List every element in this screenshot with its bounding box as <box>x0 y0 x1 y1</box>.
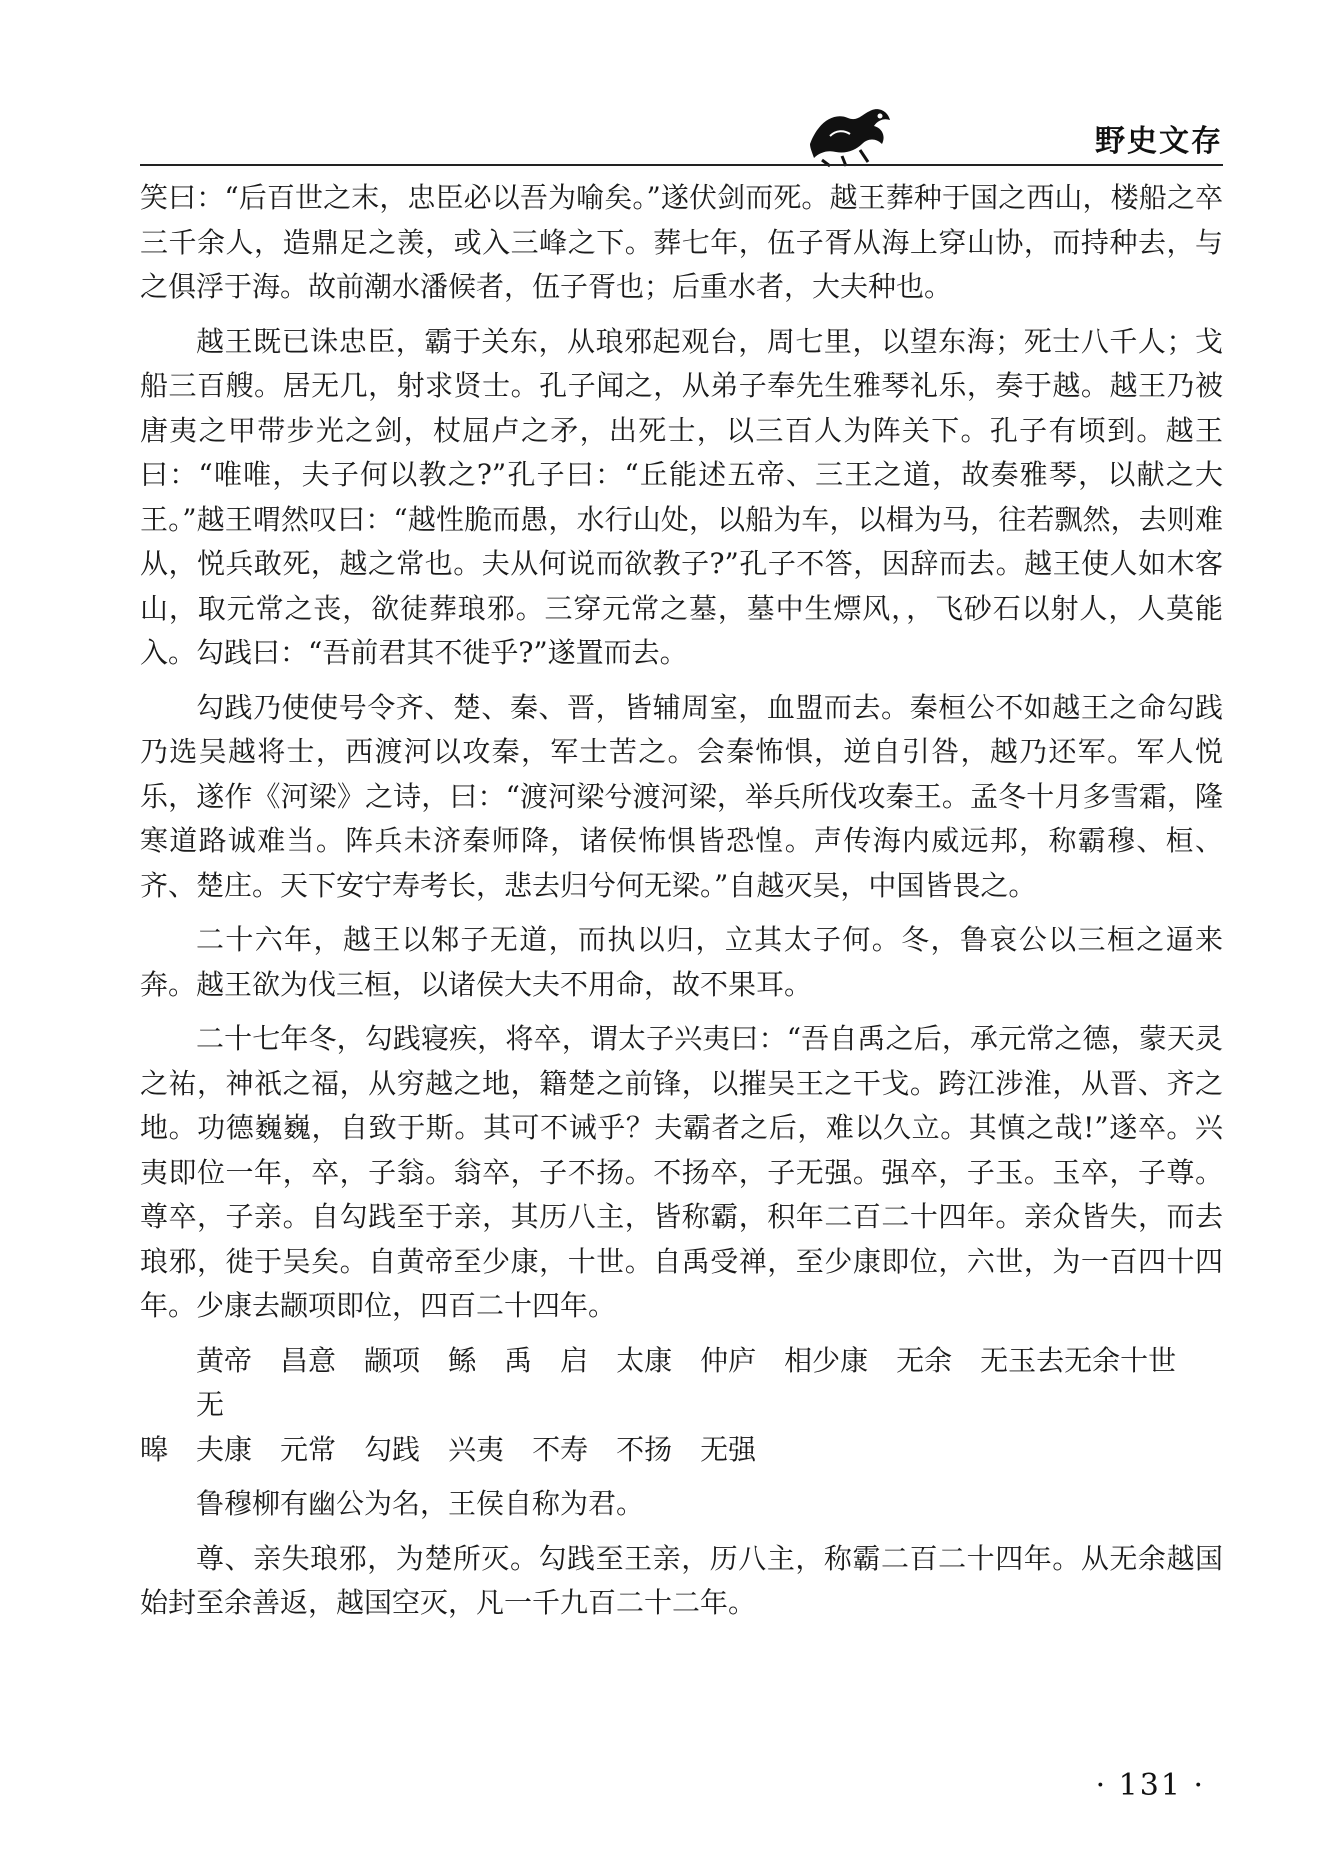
genealogy-name: 兴夷 <box>448 1432 505 1466</box>
genealogy-name: 鲧 <box>448 1343 477 1377</box>
running-title: 野史文存 <box>1095 124 1223 159</box>
genealogy-name: 黄帝 <box>196 1343 253 1377</box>
genealogy-name: 不扬 <box>616 1432 673 1466</box>
genealogy-name: 无玉去无余十世 <box>980 1343 1177 1377</box>
genealogy-list <box>140 1339 1223 1473</box>
genealogy-name: 颛项 <box>364 1343 421 1377</box>
paragraph: 鲁穆柳有幽公为名，王侯自称为君。 <box>196 1487 645 1520</box>
dragon-emblem-icon <box>800 92 900 168</box>
page-body <box>140 176 1223 1636</box>
genealogy-name: 勾践 <box>364 1432 421 1466</box>
genealogy-name: 启 <box>560 1343 589 1377</box>
genealogy-name: 无 <box>196 1388 225 1421</box>
genealogy-name: 无强 <box>700 1432 757 1466</box>
paragraph: 笑曰：“后百世之末，忠臣必以吾为喻矣。”遂伏剑而死。越王葬种于国之西山，楼船之卒三千余人，造鼎足之羡，或入三峰之下。葬七年，伍子胥从海上穿山协，而持种去，与之俱浮于海。故前潮水潘候者，伍子胥也；后重水者，大夫种也。 <box>140 181 1223 303</box>
genealogy-name: 禹 <box>504 1343 533 1377</box>
genealogy-name: 元常 <box>280 1432 337 1466</box>
paragraph: 勾践乃使使号令齐、楚、秦、晋，皆辅周室，血盟而去。秦桓公不如越王之命勾践乃选吴越将士，西渡河以攻秦，军士苦之。会秦怖惧，逆自引咎，越乃还军。军人悦乐，遂作《河梁》之诗，曰：“渡河梁兮渡河梁，举兵所伐攻秦王。孟冬十月多雪霜，隆寒道路诚难当。阵兵未济秦师降，诸侯怖惧皆恐惶。声传海内威远邦，称霸穆、桓、齐、楚庄。天下安宁寿考长，悲去归兮何无梁。”自越灭吴，中国皆畏之。 <box>140 690 1223 902</box>
genealogy-name: 昌意 <box>280 1343 337 1377</box>
genealogy-row <box>140 1428 1223 1473</box>
paragraph: 二十七年冬，勾践寝疾，将卒，谓太子兴夷曰：“吾自禹之后，承元常之德，蒙天灵之祐，神祇之福，从穷越之地，籍楚之前锋，以摧吴王之干戈。跨江涉淮，从晋、齐之地。功德巍巍，自致于斯。其可不诫乎？夫霸者之后，难以久立。其慎之哉!”遂卒。兴夷即位一年，卒，子翁。翁卒，子不扬。不扬卒，子无强。强卒，子玉。玉卒，子尊。尊卒，子亲。自勾践至于亲，其历八主，皆称霸，积年二百二十四年。亲众皆失，而去琅邪，徙于吴矣。自黄帝至少康，十世。自禹受禅，至少康即位，六世，为一百四十四年。少康去颛项即位，四百二十四年。 <box>140 1022 1223 1322</box>
header-rule <box>140 164 1223 166</box>
running-header <box>140 92 1223 172</box>
paragraph: 二十六年，越王以邾子无道，而执以归，立其太子何。冬，鲁哀公以三桓之逼来奔。越王欲为伐三桓，以诸侯大夫不用命，故不果耳。 <box>140 923 1223 1001</box>
genealogy-name: 太康 <box>616 1343 673 1377</box>
genealogy-name: 不寿 <box>532 1432 589 1466</box>
page-number: · 131 · <box>1095 1768 1205 1803</box>
genealogy-name: 夫康 <box>196 1432 253 1466</box>
genealogy-row <box>140 1339 1223 1428</box>
genealogy-name: 无余 <box>896 1343 953 1377</box>
genealogy-name: 相少康 <box>784 1343 869 1377</box>
paragraph: 越王既已诛忠臣，霸于关东，从琅邪起观台，周七里，以望东海；死士八千人；戈船三百艘。居无几，射求贤士。孔子闻之，从弟子奉先生雅琴礼乐，奏于越。越王乃被唐夷之甲带步光之剑，杖屈卢之矛，出死士，以三百人为阵关下。孔子有顷到。越王曰：“唯唯，夫子何以教之?”孔子曰：“丘能述五帝、三王之道，故奏雅琴，以献之大王。”越王喟然叹曰：“越性脆而愚，水行山处，以船为车，以楫为马，往若飘然，去则难从，悦兵敢死，越之常也。夫从何说而欲教子?”孔子不答，因辞而去。越王使人如木客山，取元常之丧，欲徒葬琅邪。三穿元常之墓，墓中生熛风，，飞砂石以射人，人莫能入。勾践曰：“吾前君其不徙乎?”遂置而去。 <box>140 324 1223 669</box>
paragraph: 尊、亲失琅邪，为楚所灭。勾践至王亲，历八主，称霸二百二十四年。从无余越国始封至余善返，越国空灭，凡一千九百二十二年。 <box>140 1541 1223 1619</box>
genealogy-name: 仲庐 <box>700 1343 757 1377</box>
genealogy-name: 暤 <box>140 1432 169 1466</box>
